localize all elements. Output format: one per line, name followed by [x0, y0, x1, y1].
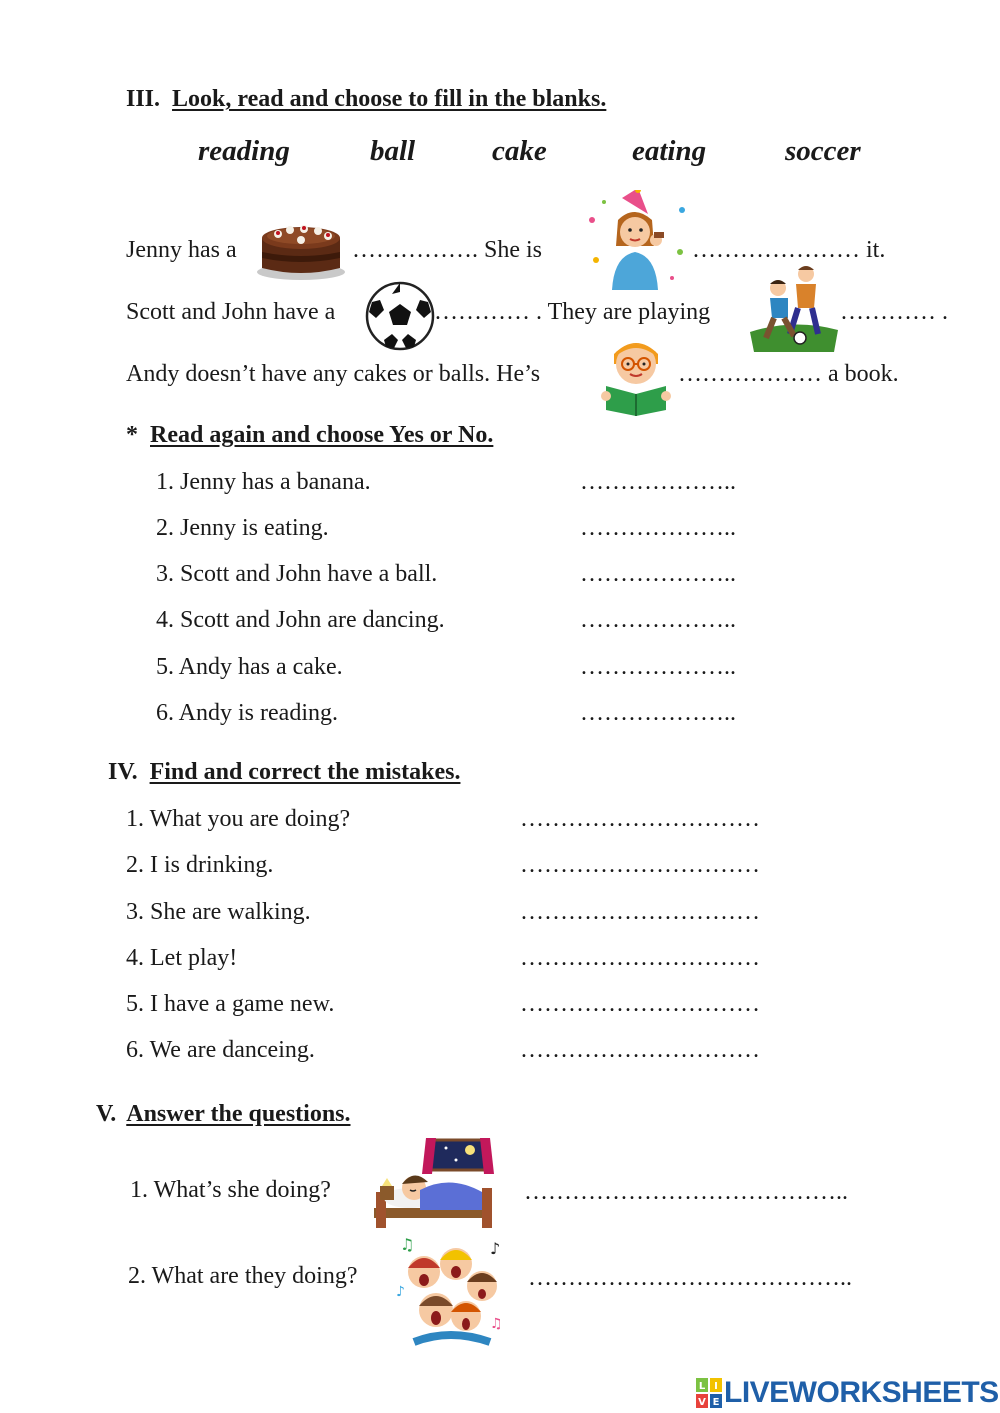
liveworksheets-logo-text: LIVEWORKSHEETS	[724, 1376, 999, 1409]
section-5-heading	[96, 1100, 351, 1128]
yes-no-title: Read again and choose Yes or No.	[150, 422, 494, 448]
section-4-number: IV.	[108, 759, 138, 785]
svg-text:♪: ♪	[490, 1239, 501, 1258]
word-bank-item: ball	[370, 135, 416, 167]
soccer-ball-icon	[364, 280, 436, 352]
story-line-2-middle: ………… . They are playing	[434, 299, 711, 325]
list-item: 4. Let play!	[126, 945, 238, 971]
svg-text:I: I	[714, 1381, 718, 1392]
girl-sleeping-icon	[370, 1138, 496, 1230]
yes-no-star: *	[126, 422, 138, 448]
correction-blank-6[interactable]: …………………………	[520, 1037, 760, 1063]
section-4-title: Find and correct the mistakes.	[149, 759, 461, 785]
cake-icon	[254, 212, 348, 282]
yes-no-blank-2[interactable]: ………………..	[580, 515, 736, 541]
svg-text:L: L	[698, 1381, 706, 1392]
yes-no-blank-4[interactable]: ………………..	[580, 607, 736, 633]
question-1: 1. What’s she doing?	[130, 1177, 331, 1203]
svg-text:♫: ♫	[400, 1235, 415, 1254]
list-item: 1. What you are doing?	[126, 806, 351, 832]
correction-blank-1[interactable]: …………………………	[520, 806, 760, 832]
list-item: 6. We are danceing.	[126, 1037, 315, 1063]
yes-no-blank-1[interactable]: ………………..	[580, 469, 736, 495]
word-bank-item: eating	[632, 135, 707, 167]
girl-eating-icon	[582, 190, 692, 290]
word-bank-item: soccer	[785, 135, 861, 167]
answer-blank-2[interactable]: …………………………………..	[528, 1265, 852, 1291]
list-item: 5. Andy has a cake.	[156, 654, 343, 680]
yes-no-blank-6[interactable]: ………………..	[580, 700, 736, 726]
word-bank-item: cake	[492, 135, 547, 167]
list-item: 1. Jenny has a banana.	[156, 469, 371, 495]
story-line-2-start: Scott and John have a	[126, 299, 336, 325]
list-item: 2. Jenny is eating.	[156, 515, 329, 541]
story-line-3-start: Andy doesn’t have any cakes or balls. He’s	[126, 361, 541, 387]
yes-no-blank-5[interactable]: ………………..	[580, 654, 736, 680]
list-item: 3. Scott and John have a ball.	[156, 561, 438, 587]
yes-no-blank-3[interactable]: ………………..	[580, 561, 736, 587]
section-3-number: III.	[126, 86, 161, 112]
answer-blank-1[interactable]: …………………………………..	[524, 1179, 848, 1205]
correction-blank-2[interactable]: …………………………	[520, 852, 760, 878]
svg-text:♫: ♫	[490, 1316, 503, 1332]
story-line-3-end: ……………… a book.	[678, 361, 899, 387]
list-item: 6. Andy is reading.	[156, 700, 338, 726]
story-line-1-middle: ……………. She is	[352, 237, 543, 263]
correction-blank-4[interactable]: …………………………	[520, 945, 760, 971]
boy-reading-icon	[600, 334, 672, 418]
svg-text:E: E	[712, 1397, 720, 1408]
list-item: 5. I have a game new.	[126, 991, 335, 1017]
correction-blank-5[interactable]: …………………………	[520, 991, 760, 1017]
story-line-1-end: ………………… it.	[692, 237, 886, 263]
list-item: 3. She are walking.	[126, 899, 311, 925]
list-item: 4. Scott and John are dancing.	[156, 607, 445, 633]
story-line-1-start: Jenny has a	[126, 237, 237, 263]
section-5-title: Answer the questions.	[126, 1101, 351, 1127]
svg-text:V: V	[698, 1397, 706, 1408]
liveworksheets-logo[interactable]	[696, 1376, 999, 1410]
word-bank-item: reading	[198, 135, 290, 167]
section-5-number: V.	[96, 1101, 117, 1127]
question-2: 2. What are they doing?	[128, 1263, 358, 1289]
svg-text:♪: ♪	[396, 1284, 405, 1300]
children-singing-icon	[394, 1232, 508, 1346]
correction-blank-3[interactable]: …………………………	[520, 899, 760, 925]
story-line-2-end: ………… .	[840, 299, 948, 325]
liveworksheets-mark-icon	[696, 1378, 722, 1408]
section-3-title: Look, read and choose to fill in the blanks.	[172, 86, 607, 112]
section-4-heading	[108, 758, 460, 786]
list-item: 2. I is drinking.	[126, 852, 274, 878]
boys-playing-soccer-icon	[748, 262, 840, 354]
section-3-heading	[126, 85, 606, 113]
yes-no-heading	[126, 421, 493, 449]
